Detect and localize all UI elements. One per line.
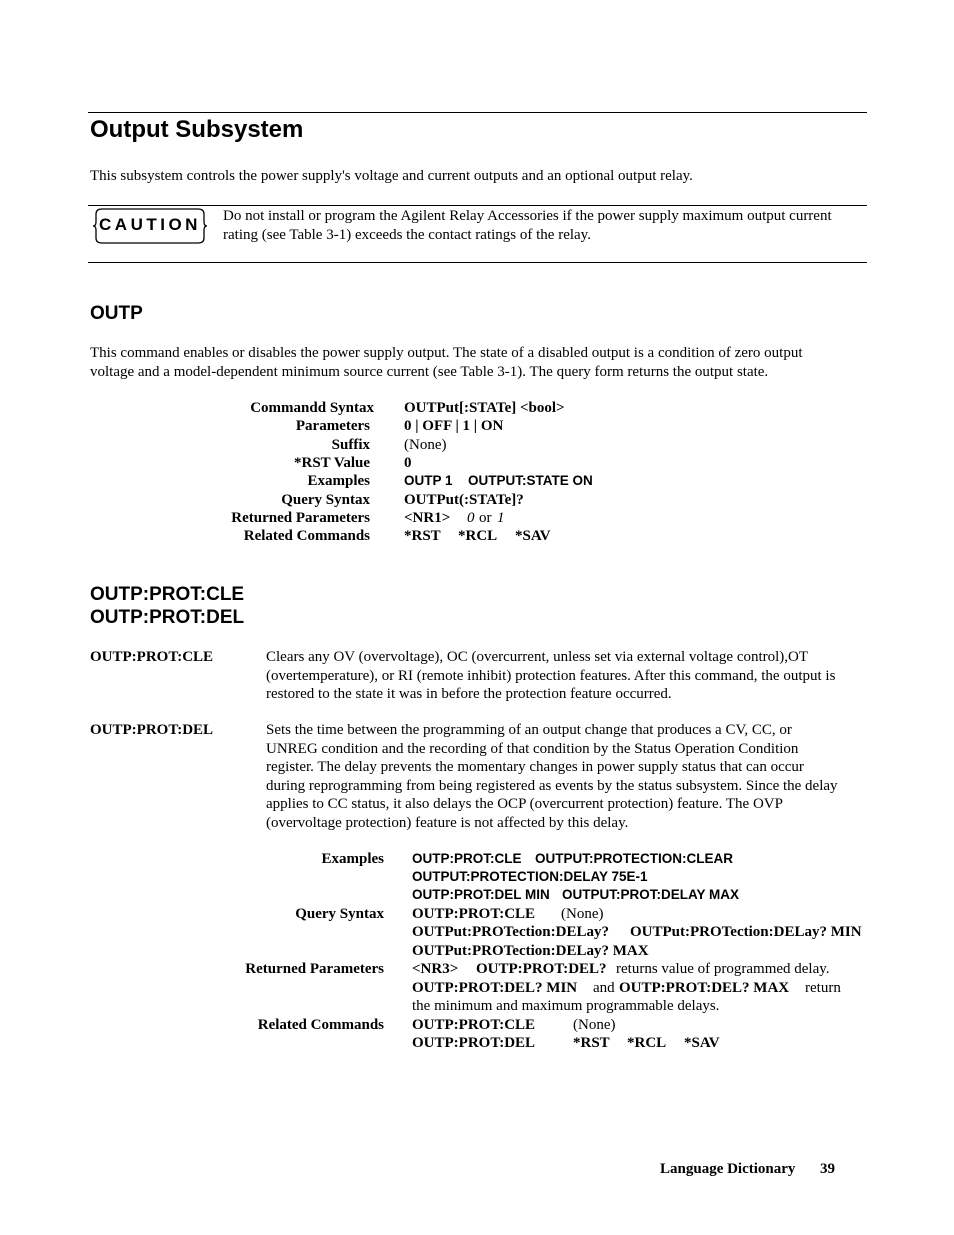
page-number: 39 (820, 1161, 835, 1177)
related-row (0, 527, 954, 545)
prot-returned-row-1 (0, 960, 954, 978)
returned-or: or (479, 509, 492, 526)
prot-returned-label: Returned Parameters (245, 961, 384, 977)
del-desc-line-5: applies to CC status, it also delays the OCP (overcurrent protection) feature. The OVP (266, 796, 783, 812)
cle-desc-line-2: (overtemperature), or RI (remote inhibit) protection features. After this command, the output is (266, 667, 836, 684)
prot-examples-row-3 (0, 886, 954, 904)
del-desc-line-6: (overvoltage protection) feature is not affected by this delay. (266, 814, 629, 831)
parameters-label: Parameters (295, 418, 370, 435)
prot-returned-3: the minimum and maximum programmable delays. (412, 998, 720, 1014)
prot-related-row-2 (0, 1034, 954, 1052)
parameters-value: 0 | OFF | 1 | ON (404, 418, 504, 435)
prot-related-label: Related Commands (257, 1016, 384, 1033)
examples-label: Examples (307, 473, 370, 490)
caution-bottom-rule (88, 262, 867, 263)
related-2: *RCL (458, 528, 498, 545)
prot-cle-heading: OUTP:PROT:CLE (90, 584, 245, 605)
examples-row (0, 472, 954, 490)
prot-examples-row-2 (0, 868, 954, 886)
prot-example-1b: OUTPUT:PROTECTION:CLEAR (535, 851, 733, 866)
syntax-label: Commandd Syntax (250, 400, 374, 416)
prot-returned-2b: and (593, 979, 615, 996)
query-value: OUTPut(:STATe]? (404, 491, 524, 508)
del-desc-line-2: UNREG condition and the recording of that condition by the Status Operation Condition (266, 740, 799, 757)
suffix-row (0, 436, 954, 454)
del-desc-line-3: register. The delay prevents the momentary changes in power supply status that can occur (266, 759, 804, 775)
prot-query-row-3 (0, 942, 954, 960)
prot-query-3: OUTPut:PROTection:DELay? MAX (412, 942, 649, 959)
parameters-row (0, 417, 954, 435)
prot-returned-2c: OUTP:PROT:DEL? MAX (619, 979, 790, 996)
prot-related-2d: *SAV (684, 1035, 720, 1051)
caution-top-rule (88, 205, 867, 206)
prot-returned-1c: returns value of programmed delay. (616, 961, 830, 977)
del-term: OUTP:PROT:DEL (90, 722, 214, 738)
intro-paragraph: This subsystem controls the power supply's voltage and current outputs and an optional output relay. (90, 168, 693, 184)
prot-related-1a: OUTP:PROT:CLE (412, 1016, 536, 1033)
outp-description-line-1: This command enables or disables the power supply output. The state of a disabled output is a condition of zero output (90, 345, 803, 361)
caution-label: CAUTION (99, 215, 201, 234)
caution-text-line-2: rating (see Table 3-1) exceeds the contact ratings of the relay. (223, 226, 591, 243)
prot-command-table (0, 850, 954, 1050)
returned-row (0, 509, 954, 527)
cle-term: OUTP:PROT:CLE (90, 649, 214, 665)
prot-query-1a: OUTP:PROT:CLE (412, 905, 536, 922)
prot-query-label: Query Syntax (295, 905, 384, 922)
example-2: OUTPUT:STATE ON (468, 473, 593, 489)
rst-value: 0 (404, 454, 412, 471)
syntax-row (0, 399, 954, 417)
syntax-value: OUTPut[:STATe] <bool> (404, 400, 565, 416)
suffix-value: (None) (404, 436, 447, 453)
caution-text-line-1: Do not install or program the Agilent Relay Accessories if the power supply maximum output current (223, 208, 832, 224)
outp-description-line-2: voltage and a model-dependent minimum source current (see Table 3-1). The query form returns the output state. (90, 363, 769, 380)
prot-related-2c: *RCL (627, 1035, 667, 1051)
suffix-label: Suffix (331, 436, 370, 453)
query-label: Query Syntax (281, 491, 370, 508)
prot-related-2a: OUTP:PROT:DEL (412, 1035, 536, 1051)
returned-zero: 0 (467, 509, 475, 526)
related-3: *SAV (515, 528, 551, 545)
outp-heading: OUTP (90, 303, 143, 324)
prot-examples-row-1 (0, 850, 954, 868)
example-1: OUTP 1 (404, 473, 453, 489)
prot-returned-2a: OUTP:PROT:DEL? MIN (412, 979, 578, 996)
prot-query-1b: (None) (561, 905, 604, 922)
prot-related-2b: *RST (573, 1035, 610, 1051)
prot-query-row-2 (0, 923, 954, 941)
query-row (0, 491, 954, 509)
prot-del-heading: OUTP:PROT:DEL (90, 607, 245, 628)
prot-related-row-1 (0, 1016, 954, 1034)
prot-example-1a: OUTP:PROT:CLE (412, 851, 522, 866)
related-label: Related Commands (243, 528, 370, 545)
cle-desc-line-1: Clears any OV (overvoltage), OC (overcurrent, unless set via external voltage control),OT (266, 649, 809, 665)
prot-returned-1b: OUTP:PROT:DEL? (476, 961, 607, 977)
top-rule (88, 112, 867, 113)
returned-one: 1 (497, 509, 505, 526)
del-desc-line-4: during reprogramming from being registered as events by the status subsystem. Since the delay (266, 777, 838, 794)
cle-desc-line-3: restored to the state it was in before the protection feature occurred. (266, 686, 672, 702)
outp-command-table (0, 399, 954, 549)
prot-query-2b: OUTPut:PROTection:DELay? MIN (630, 924, 862, 941)
prot-example-3b: OUTPUT:PROT:DELAY MAX (562, 887, 740, 903)
prot-example-2: OUTPUT:PROTECTION:DELAY 75E-1 (412, 869, 648, 885)
prot-example-3a: OUTP:PROT:DEL MIN (412, 887, 550, 903)
prot-related-1b: (None) (573, 1016, 616, 1033)
prot-query-row-1 (0, 905, 954, 923)
returned-nr1: <NR1> (404, 509, 451, 526)
related-1: *RST (404, 528, 441, 545)
footer-text: Language Dictionary (660, 1161, 796, 1177)
returned-label: Returned Parameters (231, 509, 370, 526)
prot-examples-label: Examples (321, 851, 384, 867)
section-title: Output Subsystem (90, 116, 304, 143)
rst-label: *RST Value (293, 454, 370, 471)
prot-returned-row-2 (0, 979, 954, 997)
prot-query-2a: OUTPut:PROTection:DELay? (412, 924, 609, 941)
del-desc-line-1: Sets the time between the programming of an output change that produces a CV, CC, or (266, 722, 792, 738)
rst-row (0, 454, 954, 472)
prot-returned-1a: <NR3> (412, 961, 459, 977)
prot-returned-row-3 (0, 997, 954, 1015)
prot-returned-2d: return (805, 979, 841, 996)
